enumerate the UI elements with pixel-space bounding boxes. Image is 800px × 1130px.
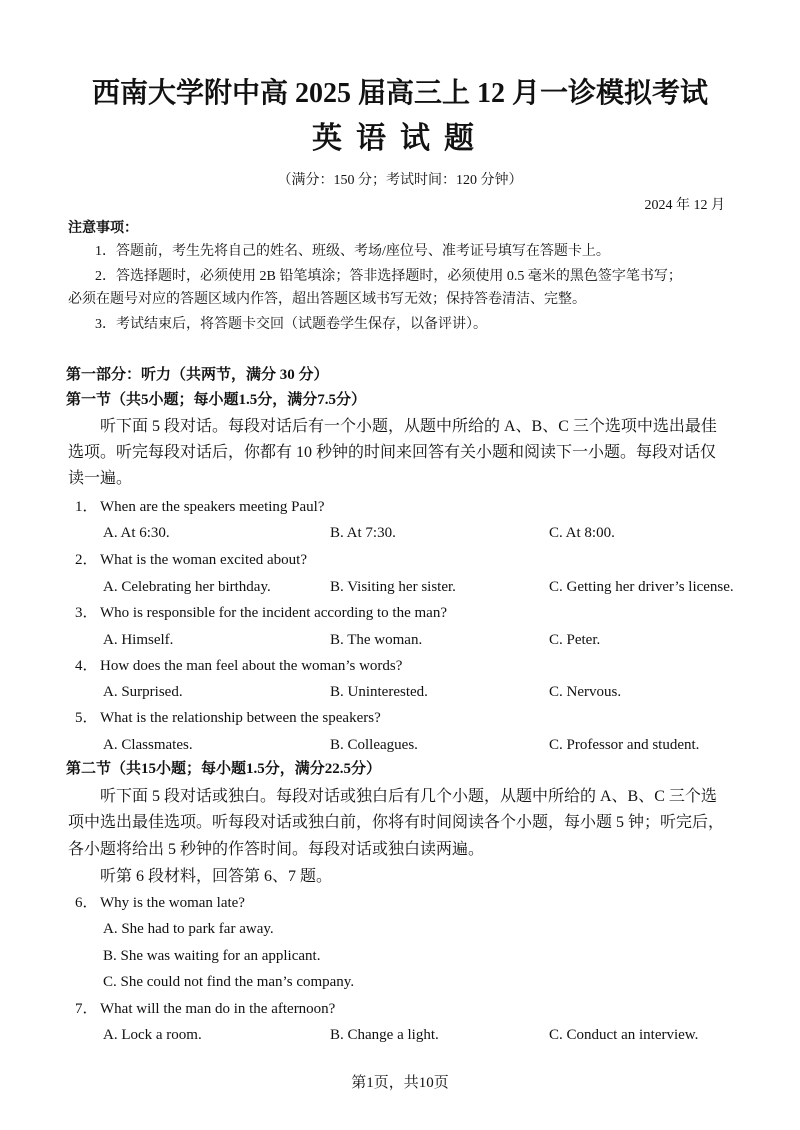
answer-option: B. Change a light. (330, 1027, 439, 1043)
answer-option: A. She had to park far away. (103, 921, 274, 937)
section1-instructions: 读一遍。 (68, 470, 133, 487)
part1-heading: 第一部分：听力（共两节，满分 30 分） (66, 367, 329, 383)
answer-option: A. Himself. (103, 632, 174, 648)
answer-option: A. Classmates. (103, 737, 193, 753)
answer-option: C. At 8:00. (549, 525, 615, 541)
section1-instructions: 听下面 5 段对话。每段对话后有一个小题，从题中所给的 A、B、C 三个选项中选出最佳 (100, 418, 717, 435)
section2-instructions: 各小题将给出 5 秒钟的作答时间。每段对话或独白读两遍。 (68, 841, 485, 858)
question-number: 2． (75, 552, 98, 568)
section1-instructions: 选项。听完每段对话后，你都有 10 秒钟的时间来回答有关小题和阅读下一小题。每段对话仅 (68, 444, 717, 461)
question-number: 1． (75, 499, 98, 515)
answer-option: B. At 7:30. (330, 525, 396, 541)
exam-info: （满分：150 分；考试时间：120 分钟） (277, 173, 523, 188)
question-number: 4． (75, 658, 98, 674)
answer-option: A. Lock a room. (103, 1027, 202, 1043)
answer-option: B. Colleagues. (330, 737, 418, 753)
answer-option: B. Uninterested. (330, 684, 428, 700)
note-item: 2．答选择题时，必须使用 2B 铅笔填涂；答非选择题时，必须使用 0.5 毫米的黑色签字笔书写； (95, 269, 682, 284)
question-number: 5． (75, 710, 98, 726)
answer-option: C. Conduct an interview. (549, 1027, 699, 1043)
question-text: What is the relationship between the speakers? (100, 710, 381, 726)
subject-title: 英语试题 (312, 122, 488, 155)
answer-option: B. Visiting her sister. (330, 579, 456, 595)
question-text: Who is responsible for the incident according to the man? (100, 605, 447, 621)
question-number: 3． (75, 605, 98, 621)
answer-option: A. Celebrating her birthday. (103, 579, 271, 595)
answer-option: C. Peter. (549, 632, 601, 648)
answer-option: A. Surprised. (103, 684, 183, 700)
notes-heading: 注意事项： (68, 221, 138, 236)
question-text: Why is the woman late? (100, 895, 245, 911)
question-text: What is the woman excited about? (100, 552, 308, 568)
answer-option: C. She could not find the man’s company. (103, 974, 355, 990)
question-number: 7． (75, 1001, 98, 1017)
question-text: When are the speakers meeting Paul? (100, 499, 325, 515)
section1-heading: 第一节（共5小题；每小题1.5分，满分7.5分） (66, 392, 367, 408)
page-footer: 第1页，共10页 (351, 1075, 449, 1091)
section2-instructions: 项中选出最佳选项。听每段对话或独白前，你将有时间阅读各个小题，每小题 5 钟；听完后， (68, 814, 725, 831)
answer-option: B. She was waiting for an applicant. (103, 948, 321, 964)
note-item: 1．答题前，考生先将自己的姓名、班级、考场/座位号、准考证号填写在答题卡上。 (95, 244, 610, 259)
note-item: 必须在题号对应的答题区域内作答，超出答题区域书写无效；保持答卷清洁、完整。 (68, 292, 586, 307)
question-text: How does the man feel about the woman’s words? (100, 658, 403, 674)
answer-option: B. The woman. (330, 632, 423, 648)
note-item: 3．考试结束后，将答题卡交回（试题卷学生保存，以备评讲）。 (95, 317, 487, 332)
exam-title: 西南大学附中高 2025 届高三上 12 月一诊模拟考试 (91, 78, 708, 109)
exam-date: 2024 年 12 月 (644, 198, 725, 213)
section2-instructions: 听下面 5 段对话或独白。每段对话或独白后有几个小题，从题中所给的 A、B、C 三个选 (100, 788, 717, 805)
question-number: 6． (75, 895, 98, 911)
answer-option: C. Professor and student. (549, 737, 700, 753)
question-text: What will the man do in the afternoon? (100, 1001, 336, 1017)
section2-heading: 第二节（共15小题；每小题1.5分，满分22.5分） (66, 761, 382, 777)
answer-option: C. Getting her driver’s license. (549, 579, 734, 595)
answer-option: C. Nervous. (549, 684, 622, 700)
answer-option: A. At 6:30. (103, 525, 170, 541)
material-note: 听第 6 段材料，回答第 6、7 题。 (100, 868, 333, 885)
